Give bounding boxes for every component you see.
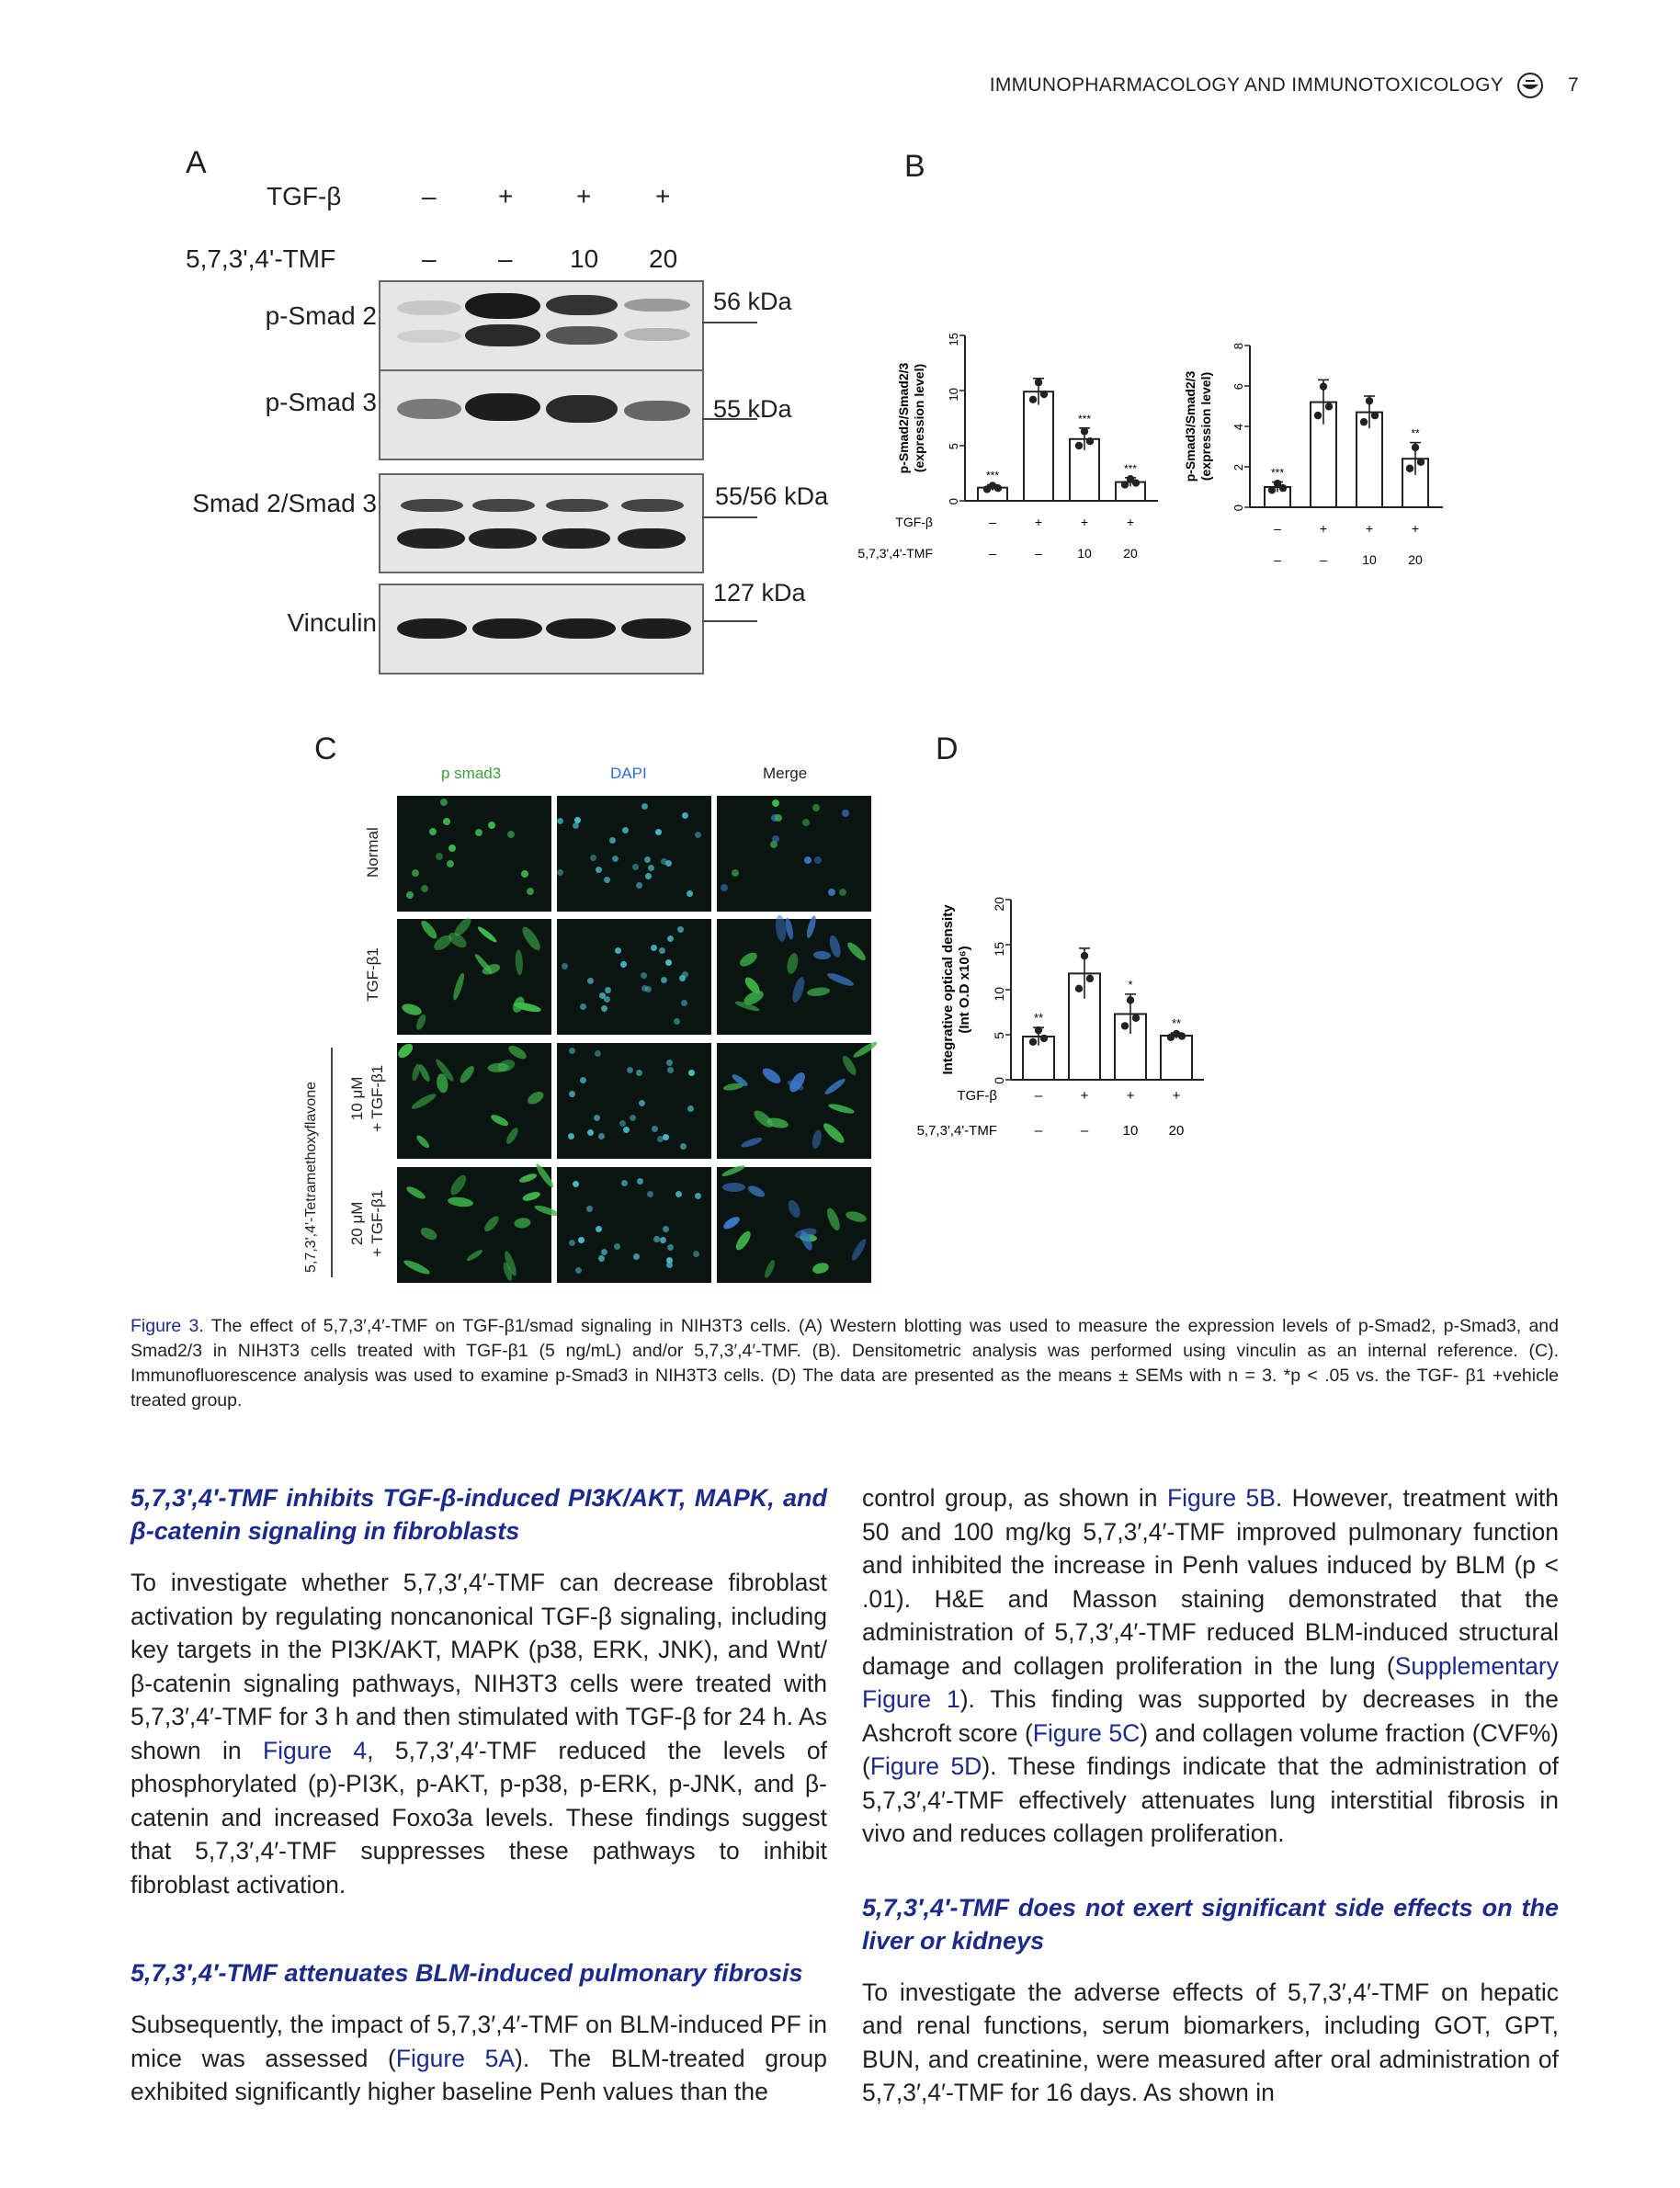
data-point <box>1075 442 1083 449</box>
y-tick-label: 6 <box>1232 383 1245 391</box>
treat-value: 10 <box>1077 546 1092 561</box>
data-point <box>1029 1038 1037 1046</box>
y-tick-label: 10 <box>992 987 1006 1002</box>
micrograph-r3-c3 <box>717 1043 871 1159</box>
significance-4: ** <box>1411 426 1420 440</box>
treat-value: + <box>1319 521 1328 536</box>
blot-psmad3 <box>379 369 704 460</box>
treat-tgf-3: + <box>576 182 592 210</box>
treat-value: – <box>1274 552 1281 567</box>
data-point <box>1268 486 1276 493</box>
data-point <box>1325 402 1333 410</box>
treat-label: TGF-β <box>957 1088 997 1104</box>
paragraph-blm: Subsequently, the impact of 5,7,3′,4′-TMF on BLM-induced PF in mice was assessed (Figure 5A). The BLM-treated group exhibited significantly higher baseline Penh values than the <box>131 2011 827 2105</box>
page-number: 7 <box>1568 74 1579 96</box>
treat-value: + <box>1365 521 1374 536</box>
treat-value: + <box>1172 1088 1181 1104</box>
treat-value: + <box>1080 1088 1089 1104</box>
y-tick-label: 15 <box>992 942 1006 957</box>
significance-1: *** <box>1270 466 1285 480</box>
micrograph-r1-c2 <box>557 796 711 912</box>
data-point <box>1132 1015 1140 1022</box>
treat-value: + <box>1411 521 1420 536</box>
y-tick-label: 5 <box>992 1032 1006 1039</box>
running-header <box>990 72 1579 99</box>
data-point <box>1081 427 1088 435</box>
kda-psmad2: 56 kDa <box>713 288 792 315</box>
y-axis-label: p-Smad3/Smad2/3 <box>1183 370 1198 482</box>
micrograph-r2-c1 <box>397 919 551 1035</box>
col-label-psmad3: p smad3 <box>441 765 502 782</box>
micrograph-r2-c3 <box>717 919 871 1035</box>
col-label-dapi: DAPI <box>610 765 647 782</box>
section-heading-blm: 5,7,3′,4′-TMF attenuates BLM-induced pulmonary fibrosis <box>131 1959 803 1987</box>
treat-value: – <box>1035 546 1042 561</box>
significance-1: *** <box>985 469 1000 482</box>
treat-tmf-4: 20 <box>649 244 678 273</box>
treat-label: 5,7,3',4'-TMF <box>916 1123 997 1139</box>
figure-5d-link[interactable]: Figure 5D <box>869 1752 982 1780</box>
data-point <box>1035 1026 1042 1034</box>
row-label-psmad2: p-Smad 2 <box>265 301 377 330</box>
y-axis-label: Integrative optical density <box>940 904 956 1075</box>
y-tick-label: 15 <box>947 333 960 346</box>
micrograph-r1-c3 <box>717 796 871 912</box>
treat-tmf-1: – <box>422 244 437 273</box>
treat-label-tgf: TGF-β <box>267 182 342 210</box>
treat-value: – <box>1080 1123 1089 1139</box>
treat-tmf-3: 10 <box>570 244 599 273</box>
paragraph-pi3k: To investigate whether 5,7,3′,4′-TMF can decrease fibroblast activation by regulating noncanonical TGF-β signaling, including key targets in the PI3K/AKT, MAPK (p38, ERK, JNK), and Wnt/β-catenin signaling pathways, NIH3T3 cells were treated with 5,7,3′,4′-TMF for 3 h and then stimulated with TGF-β for 24 h. As shown in Figure 4, 5,7,3′,4′-TMF reduced the levels of phosphorylated (p)-PI3K, p-AKT, p-p38, p-ERK, p-JNK, and β-catenin and increased Foxo3a levels. These findings suggest that 5,7,3′,4′-TMF suppresses these pathways to inhibit fibroblast activation. <box>131 1569 827 1899</box>
col-label-merge: Merge <box>763 765 808 782</box>
y-axis-label: (expression level) <box>912 363 926 473</box>
data-point <box>1121 481 1129 488</box>
left-column <box>131 1481 827 2109</box>
figure-5b-link[interactable]: Figure 5B <box>1166 1484 1276 1512</box>
micrograph-r4-c1 <box>397 1167 551 1283</box>
panel-d-letter: D <box>936 731 959 766</box>
row-label-vinculin: Vinculin <box>287 608 377 637</box>
data-point <box>1366 397 1373 404</box>
treat-value: 20 <box>1168 1123 1185 1139</box>
treat-value: – <box>989 515 996 529</box>
data-point <box>1086 437 1094 445</box>
bar-2 <box>1024 391 1053 501</box>
group-bracket <box>331 1048 333 1277</box>
chart-d-optical-density <box>910 845 1250 1158</box>
treat-value: + <box>1034 515 1043 529</box>
data-point <box>1178 1032 1186 1039</box>
panel-b-letter: B <box>904 149 925 184</box>
figure-caption <box>131 1314 1559 1413</box>
significance-3: * <box>1128 977 1133 992</box>
row-label-tgf: TGF-β1 <box>364 947 381 1002</box>
micrograph-r4-c3 <box>717 1167 871 1283</box>
treat-value: + <box>1126 1088 1135 1104</box>
figure-label: Figure 3. <box>131 1316 204 1336</box>
data-point <box>1121 1022 1129 1029</box>
data-point <box>1132 479 1140 486</box>
treat-value: + <box>1080 515 1089 529</box>
treat-value: – <box>989 546 996 561</box>
y-axis-label: (Int O.D x10⁶) <box>957 946 972 1034</box>
micrograph-r2-c2 <box>557 919 711 1035</box>
treat-value: 10 <box>1362 552 1377 567</box>
treat-tgf-2: + <box>498 182 514 210</box>
journal-logo-icon <box>1516 72 1544 99</box>
micrograph-r1-c1 <box>397 796 551 912</box>
panel-c-letter: C <box>314 731 337 766</box>
section-heading-pi3k: 5,7,3′,4′-TMF inhibits TGF-β-induced PI3K/AKT, MAPK, and β-catenin signaling in fibroblasts <box>131 1484 827 1545</box>
row-label-normal: Normal <box>364 827 381 878</box>
data-point <box>1417 459 1425 466</box>
group-label-tetramethoxyflavone: 5,7,3',4'-Tetramethoxyflavone <box>303 1082 319 1273</box>
micrograph-r3-c2 <box>557 1043 711 1159</box>
blot-vinculin <box>379 584 704 675</box>
data-point <box>1081 952 1088 959</box>
significance-3: *** <box>1077 412 1092 425</box>
row-label-smad23: Smad 2/Smad 3 <box>192 489 377 517</box>
paragraph-penh: control group, as shown in Figure 5B. However, treatment with 50 and 100 mg/kg 5,7,3′,4′-TMF improved pulmonary function and inhibited the increase in Penh values induced by BLM (p < .01). H&E and Masson staining demonstrated that the administration of 5,7,3′,4′-TMF reduced BLM-induced structural damage and collagen proliferation in the lung (Supplementary Figure 1). This finding was supported by decreases in the Ashcroft score (Figure 5C) and collagen volume fraction (CVF%) (Figure 5D). These findings indicate that the administration of 5,7,3′,4′-TMF effectively attenuates lung interstitial fibrosis in vivo and reduces collagen proliferation. <box>862 1484 1559 1847</box>
data-point <box>1040 1035 1048 1042</box>
y-tick-label: 4 <box>1232 424 1245 431</box>
y-tick-label: 10 <box>947 388 960 402</box>
data-point <box>1406 465 1413 472</box>
kda-vinculin: 127 kDa <box>713 579 806 607</box>
figure-5c-link[interactable]: Figure 5C <box>1032 1718 1141 1747</box>
data-point <box>1029 396 1037 403</box>
supplementary-figure-1-link[interactable]: Supplementary Figure 1 <box>862 1651 1559 1713</box>
treat-value: 20 <box>1408 552 1423 567</box>
micrograph-r4-c2 <box>557 1167 711 1283</box>
y-tick-label: 0 <box>947 498 960 505</box>
data-point <box>1086 975 1094 982</box>
treat-value: 20 <box>1123 546 1138 561</box>
data-point <box>1314 412 1322 419</box>
row-label-10um: 10 μM + TGF-β1 <box>348 1064 386 1132</box>
treat-label: TGF-β <box>895 515 933 529</box>
treat-label: 5,7,3',4'-TMF <box>857 546 933 561</box>
y-tick-label: 0 <box>992 1077 1006 1084</box>
data-point <box>994 484 1002 492</box>
treat-value: – <box>1274 521 1281 536</box>
y-tick-label: 20 <box>992 897 1006 912</box>
panel-a-letter: A <box>186 145 207 180</box>
y-tick-label: 0 <box>1232 504 1245 512</box>
data-point <box>1040 391 1048 398</box>
treat-value: – <box>1034 1123 1043 1139</box>
treat-tgf-4: + <box>655 182 671 210</box>
y-axis-label: p-Smad2/Smad2/3 <box>896 362 911 474</box>
y-tick-label: 5 <box>947 443 960 450</box>
blot-smad23 <box>379 473 704 573</box>
y-axis-label: (expression level) <box>1198 371 1213 482</box>
data-point <box>1035 379 1042 386</box>
treat-value: 10 <box>1122 1123 1139 1139</box>
treat-tmf-2: – <box>498 244 513 273</box>
y-tick-label: 8 <box>1232 343 1245 350</box>
treat-value: + <box>1126 515 1135 529</box>
data-point <box>1360 418 1368 425</box>
chart-b-psmad2 <box>827 294 1158 579</box>
treat-value: – <box>1034 1088 1043 1104</box>
row-label-psmad3: p-Smad 3 <box>265 388 377 416</box>
significance-4: *** <box>1123 461 1138 475</box>
data-point <box>1412 444 1419 451</box>
y-tick-label: 2 <box>1232 464 1245 471</box>
blot-psmad2 <box>379 280 704 371</box>
bar-4 <box>1161 1036 1192 1080</box>
figure-4-link[interactable]: Figure 4 <box>262 1736 368 1764</box>
data-point <box>1320 382 1327 390</box>
significance-4: ** <box>1171 1016 1182 1031</box>
figure-5a-link[interactable]: Figure 5A <box>395 2044 516 2072</box>
data-point <box>1371 412 1379 419</box>
treat-value: – <box>1320 552 1327 567</box>
data-point <box>1075 985 1083 992</box>
kda-psmad3: 55 kDa <box>713 395 792 423</box>
data-point <box>1127 996 1134 1003</box>
kda-smad23: 55/56 kDa <box>715 482 829 510</box>
paragraph-liver-kidney: To investigate the adverse effects of 5,7,3′,4′-TMF on hepatic and renal functions, serum biomarkers, including GOT, GPT, BUN, and creatinine, were measured after oral administration of 5,7,3′,4′-TMF for 16 days. As shown in <box>862 1978 1559 2106</box>
row-label-20um: 20 μM + TGF-β1 <box>348 1189 386 1257</box>
micrograph-r3-c1 <box>397 1043 551 1159</box>
data-point <box>1279 484 1287 492</box>
section-heading-liver-kidney: 5,7,3′,4′-TMF does not exert significant side effects on the liver or kidneys <box>862 1893 1559 1955</box>
significance-1: ** <box>1033 1011 1044 1026</box>
right-column <box>862 1481 1559 2110</box>
chart-b-psmad3 <box>1183 294 1461 579</box>
caption-text: The effect of 5,7,3′,4′-TMF on TGF-β1/smad signaling in NIH3T3 cells. (A) Western blotting was used to measure the expression levels of p-Smad2, p-Smad3, and Smad2/3 in NIH3T3 cells treated with TGF-β1 (5 ng/mL) and/or 5,7,3′,4′-TMF. (B). Densitometric analysis was performed using vinculin as an internal reference. (C). Immunofluorescence analysis was used to examine p-Smad3 in NIH3T3 cells. (D) The data are presented as the means ± SEMs with n = 3. *p < .05 vs. the TGF- β1 +vehicle treated group. <box>131 1316 1559 1411</box>
treat-tgf-1: – <box>422 182 437 210</box>
treat-label-tmf: 5,7,3',4'-TMF <box>186 244 336 273</box>
journal-title: IMMUNOPHARMACOLOGY AND IMMUNOTOXICOLOGY <box>989 74 1504 96</box>
